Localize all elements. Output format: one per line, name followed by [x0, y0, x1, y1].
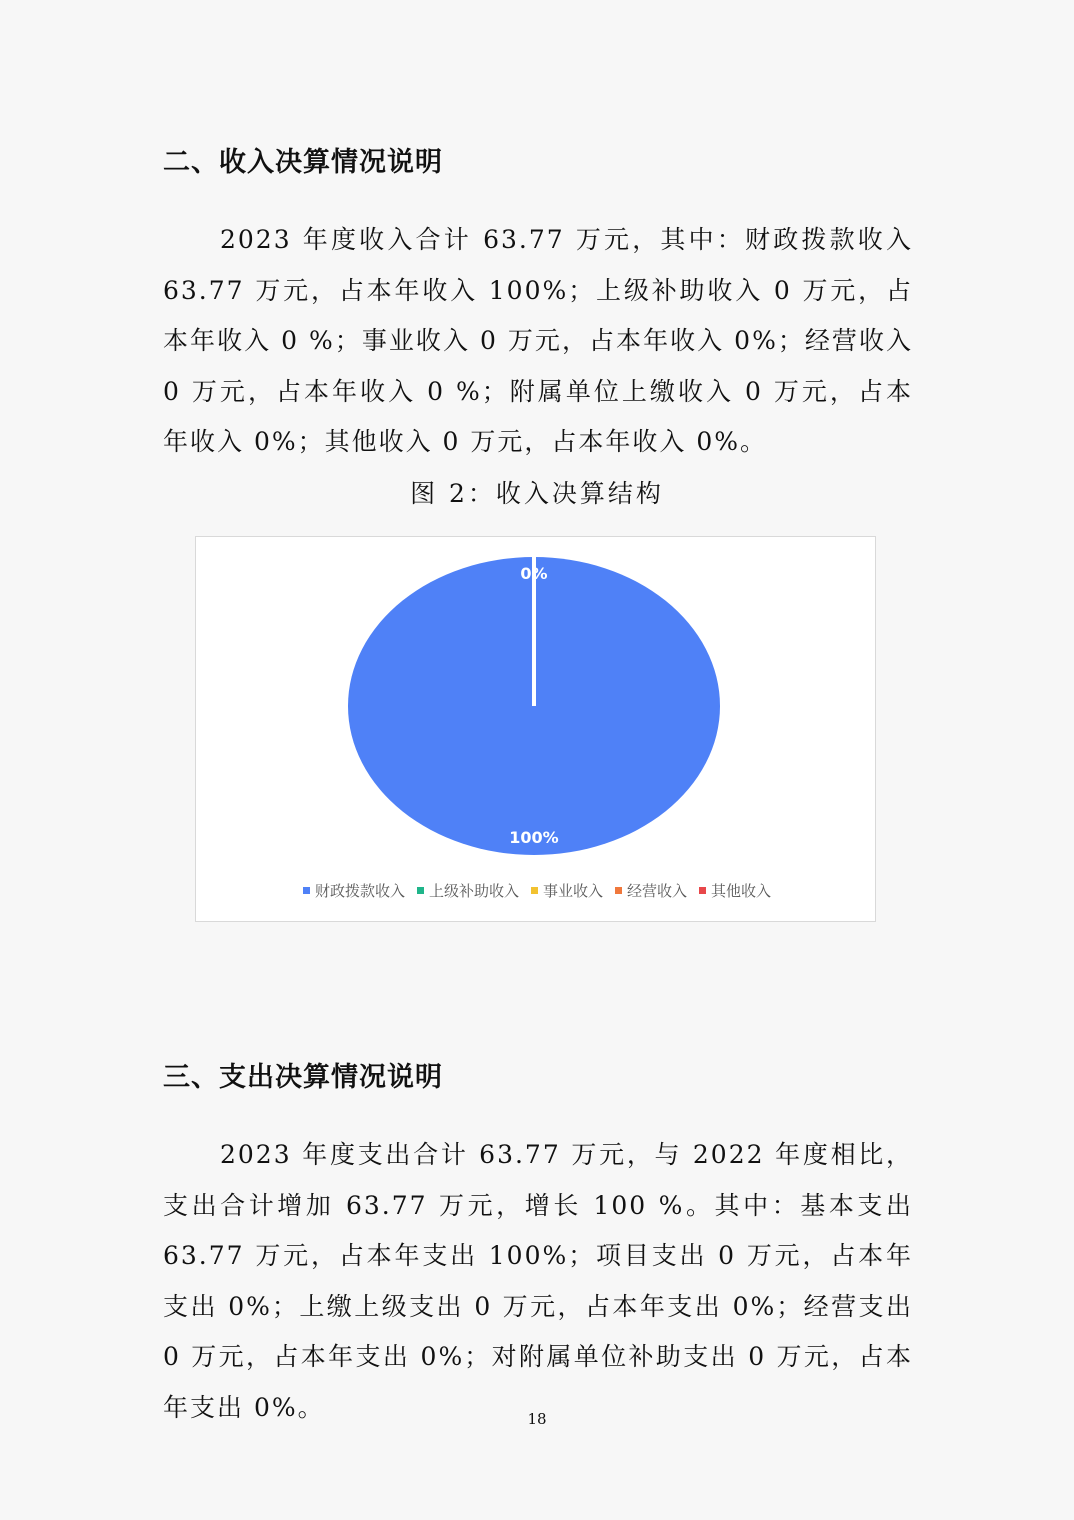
legend-label: 经营收入	[627, 882, 688, 900]
section-heading-expenditure: 三、支出决算情况说明	[163, 1062, 443, 1093]
pie-chart-svg	[196, 537, 877, 923]
legend-label: 上级补助收入	[428, 882, 519, 900]
data-label: 0%	[520, 564, 548, 583]
legend-item	[303, 880, 405, 901]
legend-item	[531, 880, 603, 901]
legend-label: 财政拨款收入	[314, 882, 405, 900]
income-paragraph-text: 2023 年度收入合计 63.77 万元，其中：财政拨款收入 63.77 万元，占本年收入 100%；上级补助收入 0 万元，占本年收入 0 %；事业收入 0 万元，占本年收入 0%；经营收入 0 万元，占本年收入 0 %；附属单位上缴收入 0 万元，占本年收入 0%；其他收入 0 万元，占本年收入 0%。	[163, 225, 913, 456]
legend-swatch	[303, 887, 310, 894]
expenditure-paragraph-text: 2023 年度支出合计 63.77 万元，与 2022 年度相比，支出合计增加 63.77 万元，增长 100 %。其中：基本支出 63.77 万元，占本年支出 100%；项目支出 0 万元，占本年支出 0%；上缴上级支出 0 万元，占本年支出 0%；经营支出 0 万元，占本年支出 0%；对附属单位补助支出 0 万元，占本年支出 0%。	[163, 1140, 913, 1422]
figure-caption: 图 2：收入决算结构	[410, 479, 664, 508]
page-number: 18	[527, 1410, 547, 1428]
legend-item	[615, 880, 687, 901]
income-paragraph	[163, 215, 913, 468]
chart-legend	[0, 880, 1074, 901]
legend-swatch	[615, 887, 622, 894]
legend-label: 事业收入	[542, 882, 603, 900]
section-heading-income: 二、收入决算情况说明	[163, 147, 443, 178]
data-label: 100%	[509, 828, 559, 847]
legend-swatch	[699, 887, 706, 894]
expenditure-paragraph	[163, 1130, 913, 1433]
income-structure-chart	[195, 536, 876, 922]
legend-label: 其他收入	[711, 882, 772, 900]
legend-item	[699, 880, 771, 901]
legend-swatch	[417, 887, 424, 894]
legend-item	[417, 880, 519, 901]
legend-swatch	[531, 887, 538, 894]
